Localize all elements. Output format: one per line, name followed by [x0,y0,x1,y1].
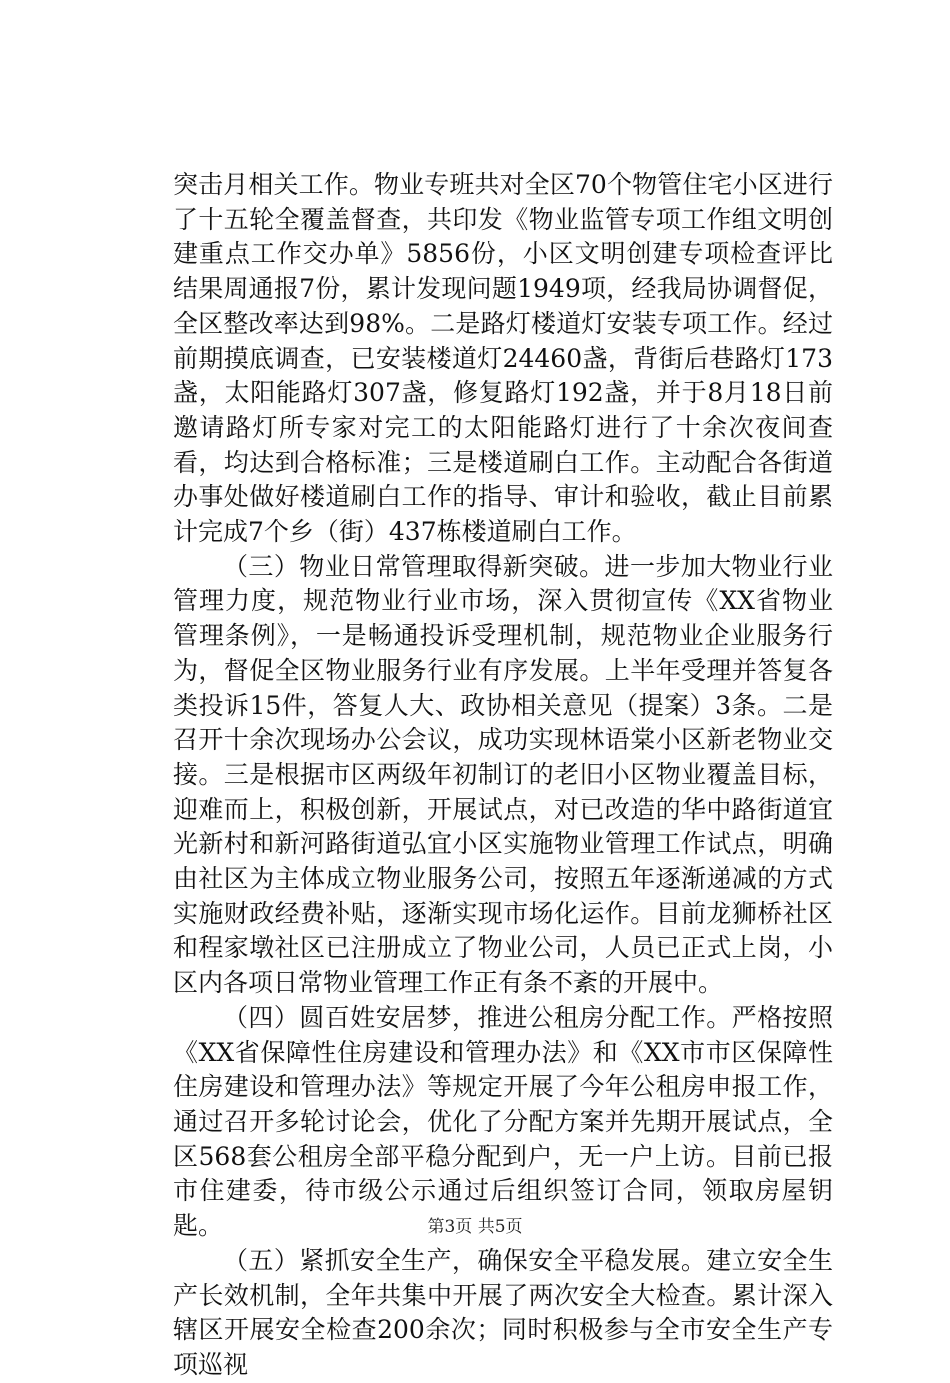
paragraph-section-4: （四）圆百姓安居梦，推进公租房分配工作。严格按照《XX省保障性住房建设和管理办法》和《XX市市区保障性住房建设和管理办法》等规定开展了今年公租房申报工作，通过召开多轮讨论会，优化了分配方案并先期开展试点，全区568套公租房全部平稳分配到户，无一户上访。目前已报市住建委，待市级公示通过后组织签订合同，领取房屋钥匙。 [173,1002,833,1241]
paragraph-section-3: （三）物业日常管理取得新突破。进一步加大物业行业管理力度，规范物业行业市场，深入贯彻宣传《XX省物业管理条例》，一是畅通投诉受理机制，规范物业企业服务行为，督促全区物业服务行业有序发展。上半年受理并答复各类投诉15件，答复人大、政协相关意见（提案）3条。二是召开十余次现场办公会议，成功实现林语棠小区新老物业交接。三是根据市区两级年初制订的老旧小区物业覆盖目标，迎难而上，积极创新，开展试点，对已改造的华中路街道宜光新村和新河路街道弘宜小区实施物业管理工作试点，明确由社区为主体成立物业服务公司，按照五年逐渐递减的方式实施财政经费补贴，逐渐实现市场化运作。目前龙狮桥社区和程家墩社区已注册成立了物业公司，人员已正式上岗，小区内各项日常物业管理工作正有条不紊的开展中。 [173,551,833,998]
paragraph-continued: 突击月相关工作。物业专班共对全区70个物管住宅小区进行了十五轮全覆盖督查，共印发《物业监管专项工作组文明创建重点工作交办单》5856份，小区文明创建专项检查评比结果周通报7份，累计发现问题1949项，经我局协调督促，全区整改率达到98%。二是路灯楼道灯安装专项工作。经过前期摸底调查，已安装楼道灯24460盏，背街后巷路灯173盏，太阳能路灯307盏，修复路灯192盏，并于8月18日前邀请路灯所专家对完工的太阳能路灯进行了十余次夜间查看，均达到合格标准；三是楼道刷白工作。主动配合各街道办事处做好楼道刷白工作的指导、审计和验收，截止目前累计完成7个乡（街）437栋楼道刷白工作。 [173,170,833,547]
page-number-footer: 第3页 共5页 [427,1217,523,1237]
paragraph-section-5: （五）紧抓安全生产，确保安全平稳发展。建立安全生产长效机制，全年共集中开展了两次安全大检查。累计深入辖区开展安全检查200余次；同时积极参与全市安全生产专项巡视 [173,1245,833,1379]
document-body [173,168,833,1383]
